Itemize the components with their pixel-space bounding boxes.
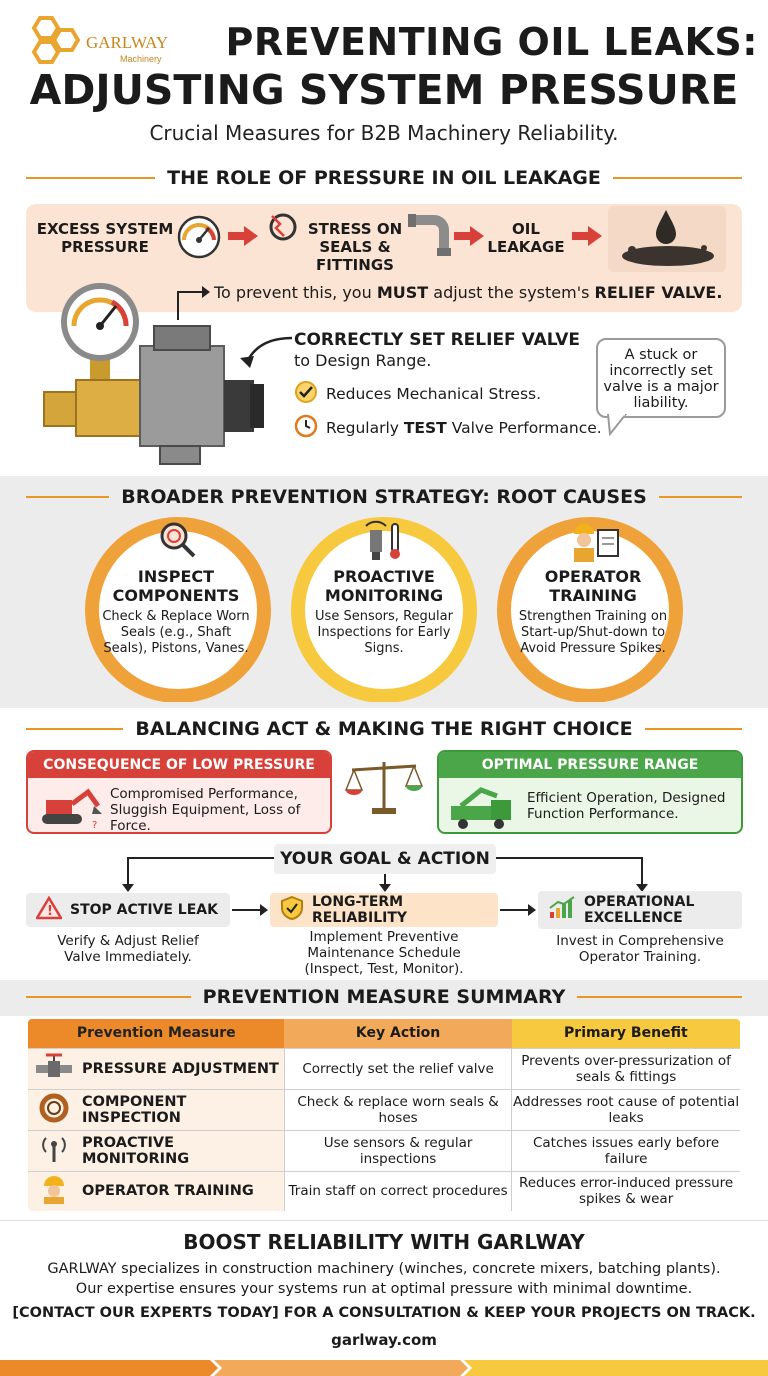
low-pressure-box xyxy=(26,750,332,834)
clock-icon xyxy=(294,414,318,442)
contact-cta-link[interactable]: [CONTACT OUR EXPERTS TODAY] FOR A CONSULTATION & KEEP YOUR PROJECTS ON TRACK. xyxy=(12,1305,756,1321)
footer-title: BOOST RELIABILITY WITH GARLWAY xyxy=(183,1230,585,1254)
footer-text-1: GARLWAY specializes in construction machinery (winches, concrete mixers, batching plants). xyxy=(47,1261,721,1277)
scale-icon xyxy=(344,756,424,820)
truck-icon xyxy=(447,786,519,834)
antenna-icon xyxy=(36,1134,72,1168)
flow-step-excess-pressure: EXCESS SYSTEM PRESSURE xyxy=(36,220,174,256)
sensor-icon xyxy=(362,518,408,566)
worker-icon xyxy=(36,1174,72,1208)
excavator-icon xyxy=(36,784,104,834)
footer-text-2: Our expertise ensures your systems run at optimal pressure with minimal downtime. xyxy=(75,1281,693,1297)
seal-ring-icon xyxy=(36,1093,72,1127)
action-stop-leak: ! STOP ACTIVE LEAK xyxy=(26,893,230,927)
optimal-pressure-title: OPTIMAL PRESSURE RANGE xyxy=(439,752,741,778)
summary-table xyxy=(26,1017,742,1213)
valve-pointer-arrow xyxy=(236,330,294,374)
table-row: OPERATOR TRAINING Train staff on correct procedures Reduces error-induced pressure spikes & wear xyxy=(27,1171,741,1212)
page-title-line1: PREVENTING OIL LEAKS: xyxy=(225,20,758,64)
valve-small-icon xyxy=(36,1053,72,1085)
optimal-pressure-text: Efficient Operation, Designed Function Performance. xyxy=(527,790,726,822)
column-header-measure: Prevention Measure xyxy=(27,1018,284,1048)
operator-icon xyxy=(568,520,620,566)
ring-title-monitoring: PROACTIVE MONITORING xyxy=(324,567,444,605)
action-excellence: OPERATIONAL EXCELLENCE xyxy=(538,891,742,929)
flow-arrow-3 xyxy=(572,226,602,246)
goal-action-label: YOUR GOAL & ACTION xyxy=(274,844,496,874)
svg-text:!: ! xyxy=(47,904,53,919)
ring-text-monitoring: Use Sensors, Regular Inspections for Early Signs. xyxy=(315,609,453,656)
page-title-line2: ADJUSTING SYSTEM PRESSURE xyxy=(29,66,739,114)
flow-arrow-1 xyxy=(228,226,258,246)
valve-subtitle: to Design Range. xyxy=(294,351,432,370)
ring-title-inspect: INSPECT COMPONENTS xyxy=(112,567,240,605)
column-header-benefit: Primary Benefit xyxy=(512,1018,741,1048)
brand-name: GARLWAY xyxy=(86,33,169,52)
optimal-pressure-box xyxy=(437,750,743,834)
action-arrow-1 xyxy=(230,901,270,923)
brand-tagline: Machinery xyxy=(120,54,162,64)
check-reduces-stress: Reduces Mechanical Stress. xyxy=(294,380,541,408)
oil-drop-icon xyxy=(608,206,726,272)
svg-text:?: ? xyxy=(92,820,98,830)
column-header-action: Key Action xyxy=(284,1018,511,1048)
check-icon xyxy=(294,380,318,408)
flow-step-oil-leakage: OIL LEAKAGE xyxy=(487,220,565,256)
action-long-term: LONG-TERM RELIABILITY xyxy=(270,893,498,927)
low-pressure-text: Compromised Performance, Sluggish Equipment, Loss of Force. xyxy=(110,786,301,834)
check-test-valve: Regularly TEST Valve Performance. xyxy=(294,414,602,442)
ring-text-training: Strengthen Training on Start-up/Shut-down to Avoid Pressure Spikes. xyxy=(518,609,668,656)
role-section-heading: THE ROLE OF PRESSURE IN OIL LEAKAGE xyxy=(0,165,768,191)
footer-divider xyxy=(0,1220,768,1221)
ring-text-inspect: Check & Replace Worn Seals (e.g., Shaft Seals), Pistons, Vanes. xyxy=(102,609,250,656)
action-arrow-2 xyxy=(498,901,538,923)
prevent-instruction: To prevent this, you MUST adjust the system's RELIEF VALVE. xyxy=(214,283,723,302)
valve-title: CORRECTLY SET RELIEF VALVE xyxy=(294,330,581,350)
bubble-tail xyxy=(606,414,628,440)
balancing-section-heading: BALANCING ACT & MAKING THE RIGHT CHOICE xyxy=(0,716,768,742)
growth-chart-icon xyxy=(548,896,576,924)
action-text-stop-leak: Verify & Adjust Relief Valve Immediately. xyxy=(57,933,199,965)
ring-title-training: OPERATOR TRAINING xyxy=(544,567,642,605)
bottom-color-strip xyxy=(0,1360,768,1376)
broader-section-heading: BROADER PREVENTION STRATEGY: ROOT CAUSES xyxy=(0,484,768,510)
summary-section-heading: PREVENTION MEASURE SUMMARY xyxy=(0,984,768,1010)
warning-speech-bubble: A stuck or incorrectly set valve is a major liability. xyxy=(596,338,726,418)
magnifier-icon xyxy=(158,520,198,564)
action-text-long-term: Implement Preventive Maintenance Schedule (Inspect, Test, Monitor). xyxy=(304,929,464,977)
flow-step-stress-seals: STRESS ON SEALS & FITTINGS xyxy=(307,220,403,274)
flow-arrow-2 xyxy=(454,226,484,246)
pipe-fitting-icon xyxy=(408,212,452,262)
shield-icon xyxy=(280,895,304,925)
table-row: PRESSURE ADJUSTMENT Correctly set the relief valve Prevents over-pressurization of seals & fittings xyxy=(27,1048,741,1089)
table-row: PROACTIVE MONITORING Use sensors & regular inspections Catches issues early before failure xyxy=(27,1130,741,1171)
page-subtitle: Crucial Measures for B2B Machinery Reliability. xyxy=(149,121,619,145)
low-pressure-title: CONSEQUENCE OF LOW PRESSURE xyxy=(28,752,330,778)
table-row: COMPONENT INSPECTION Check & replace worn seals & hoses Addresses root cause of potential leaks xyxy=(27,1089,741,1130)
gauge-icon xyxy=(176,214,222,264)
relief-valve-icon xyxy=(40,280,270,470)
warning-icon xyxy=(36,896,62,924)
website-link[interactable]: garlway.com xyxy=(331,1331,437,1349)
action-text-excellence: Invest in Comprehensive Operator Training. xyxy=(556,933,724,965)
